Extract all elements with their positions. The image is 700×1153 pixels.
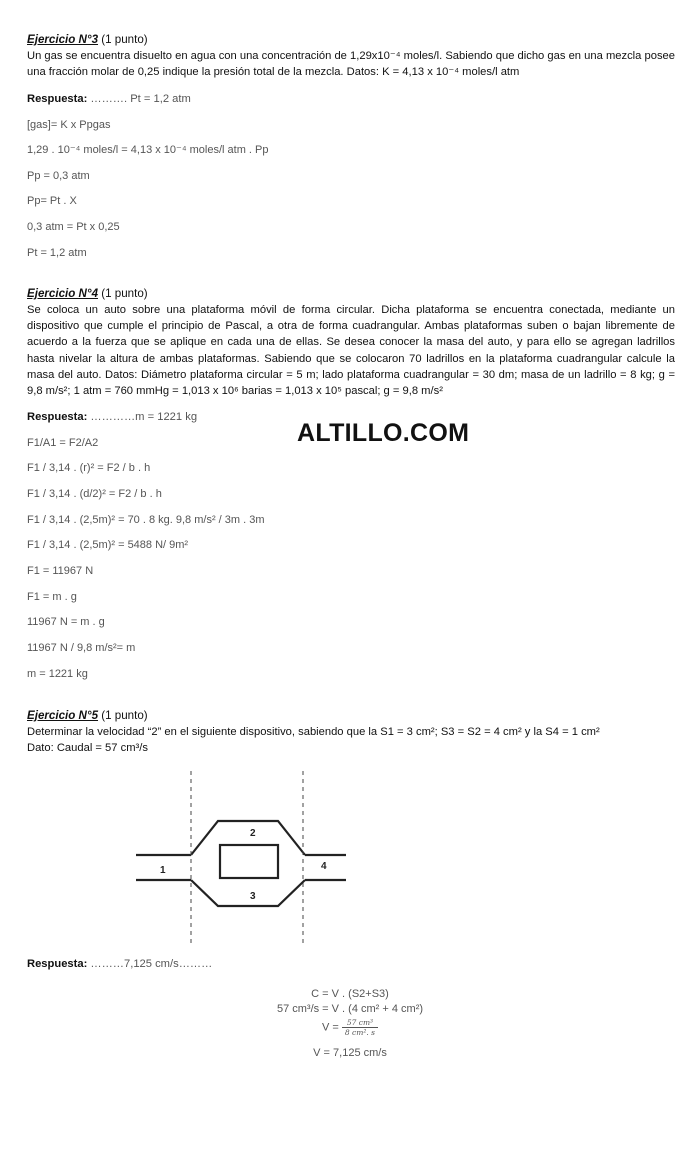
calc-v-prefix: V = <box>322 1021 339 1034</box>
exercise-5-title: Ejercicio N°5 <box>27 709 99 722</box>
exercise-4-step: F1 = m . g <box>27 591 77 603</box>
exercise-4-answer-label: Respuesta: <box>27 411 88 423</box>
exercise-3-step: [gas]= K x Ppgas <box>27 119 111 131</box>
exercise-4-step: m = 1221 kg <box>27 668 88 680</box>
fraction-numerator: 57 cm³ <box>342 1018 378 1028</box>
section-1-label: 1 <box>160 865 166 876</box>
exercise-4-step: F1/A1 = F2/A2 <box>27 437 99 449</box>
exercise-3-step: Pp= Pt . X <box>27 195 77 207</box>
exercise-3-points: (1 punto) <box>101 33 148 46</box>
exercise-3-answer-value: ………. Pt = 1,2 atm <box>90 93 191 105</box>
exercise-4-step: 11967 N / 9,8 m/s²= m <box>27 642 136 654</box>
exercise-3-statement: Un gas se encuentra disuelto en agua con una concentración de 1,29x10⁻⁴ moles/l. Sabiendo que dicho gas en una mezcla posee una fracción molar de 0,25 indique la presión total de la mezcla. Datos: K = 4,13 x 10⁻⁴ moles/l atm <box>27 50 675 79</box>
exercise-4-step: F1 / 3,14 . (2,5m)² = 5488 N/ 9m² <box>27 539 189 551</box>
calc-line-2: 57 cm³/s = V . (4 cm² + 4 cm²) <box>276 1003 424 1015</box>
calc-line-1: C = V . (S2+S3) <box>311 988 389 1000</box>
exercise-4-step: F1 = 11967 N <box>27 565 94 577</box>
section-dashed-lines <box>191 771 303 945</box>
exercise-5-points: (1 punto) <box>101 709 148 722</box>
exercise-5-answer <box>27 956 675 972</box>
exercise-3-step: 0,3 atm = Pt x 0,25 <box>27 221 120 233</box>
calc-line-4: V = 7,125 cm/s <box>313 1047 387 1059</box>
exercise-3-step: Pt = 1,2 atm <box>27 247 87 259</box>
pipe-outline <box>136 821 346 906</box>
exercise-3-step: Pp = 0,3 atm <box>27 170 90 182</box>
section-4-label: 4 <box>321 861 327 872</box>
exercise-5-answer-label: Respuesta: <box>27 958 88 970</box>
section-2-label: 2 <box>250 828 256 839</box>
exercise-4-title: Ejercicio N°4 <box>27 287 99 300</box>
exercise-4-step: F1 / 3,14 . (d/2)² = F2 / b . h <box>27 488 162 500</box>
exercise-5-statement: Determinar la velocidad “2” en el siguiente dispositivo, sabiendo que la S1 = 3 cm²; S3 = S2 = 4 cm² y la S4 = 1 cm² <box>27 726 600 738</box>
exercise-4-step: F1 / 3,14 . (r)² = F2 / b . h <box>27 462 151 474</box>
exercise-4-points: (1 punto) <box>101 287 148 300</box>
exercise-3-title: Ejercicio N°3 <box>27 33 99 46</box>
fraction-denominator: 8 cm². s <box>344 1028 375 1037</box>
watermark-logo: ALTILLO.COM <box>297 419 470 447</box>
exercise-5-dato: Dato: Caudal = 57 cm³/s <box>27 742 148 754</box>
exercise-5-answer-value: ………7,125 cm/s……… <box>90 958 213 970</box>
section-3-label: 3 <box>250 891 256 902</box>
exercise-4-answer-value: …………m = 1221 kg <box>90 411 198 423</box>
exercise-4-statement: Se coloca un auto sobre una plataforma móvil de forma circular. Dicha plataforma se encuentra conectada, mediante un dispositivo que cumple el principio de Pascal, a otra de forma cuadrangular. Ambas plataformas suben o bajan libremente de acuerdo a la fuerza que se aplique en cada una de ellas. Se desea conocer la masa del auto, y para ello se agregan ladrillos hasta nivelar la altura de ambas plataformas. Sabiendo que se colocaron 70 ladrillos en la plataforma cuadrangular calcule la masa del auto. Datos: Diámetro plataforma circular = 5 m; lado plataforma cuadrangular = 30 dm; masa de un ladrillo = 8 kg; g = 9,8 m/s²; 1 atm = 760 mmHg = 1,013 x 10⁶ barias = 1,013 x 10⁵ pascal; g = 9,8 m/s² <box>27 304 675 398</box>
velocity-fraction <box>342 1018 378 1037</box>
exercise-4-step: 11967 N = m . g <box>27 616 105 628</box>
exercise-4-step: F1 / 3,14 . (2,5m)² = 70 . 8 kg. 9,8 m/s² / 3m . 3m <box>27 514 265 526</box>
exercise-3-step: 1,29 . 10⁻⁴ moles/l = 4,13 x 10⁻⁴ moles/l atm . Pp <box>27 144 269 156</box>
exercise-3-answer-label: Respuesta: <box>27 93 88 105</box>
calc-line-3 <box>220 1018 480 1037</box>
